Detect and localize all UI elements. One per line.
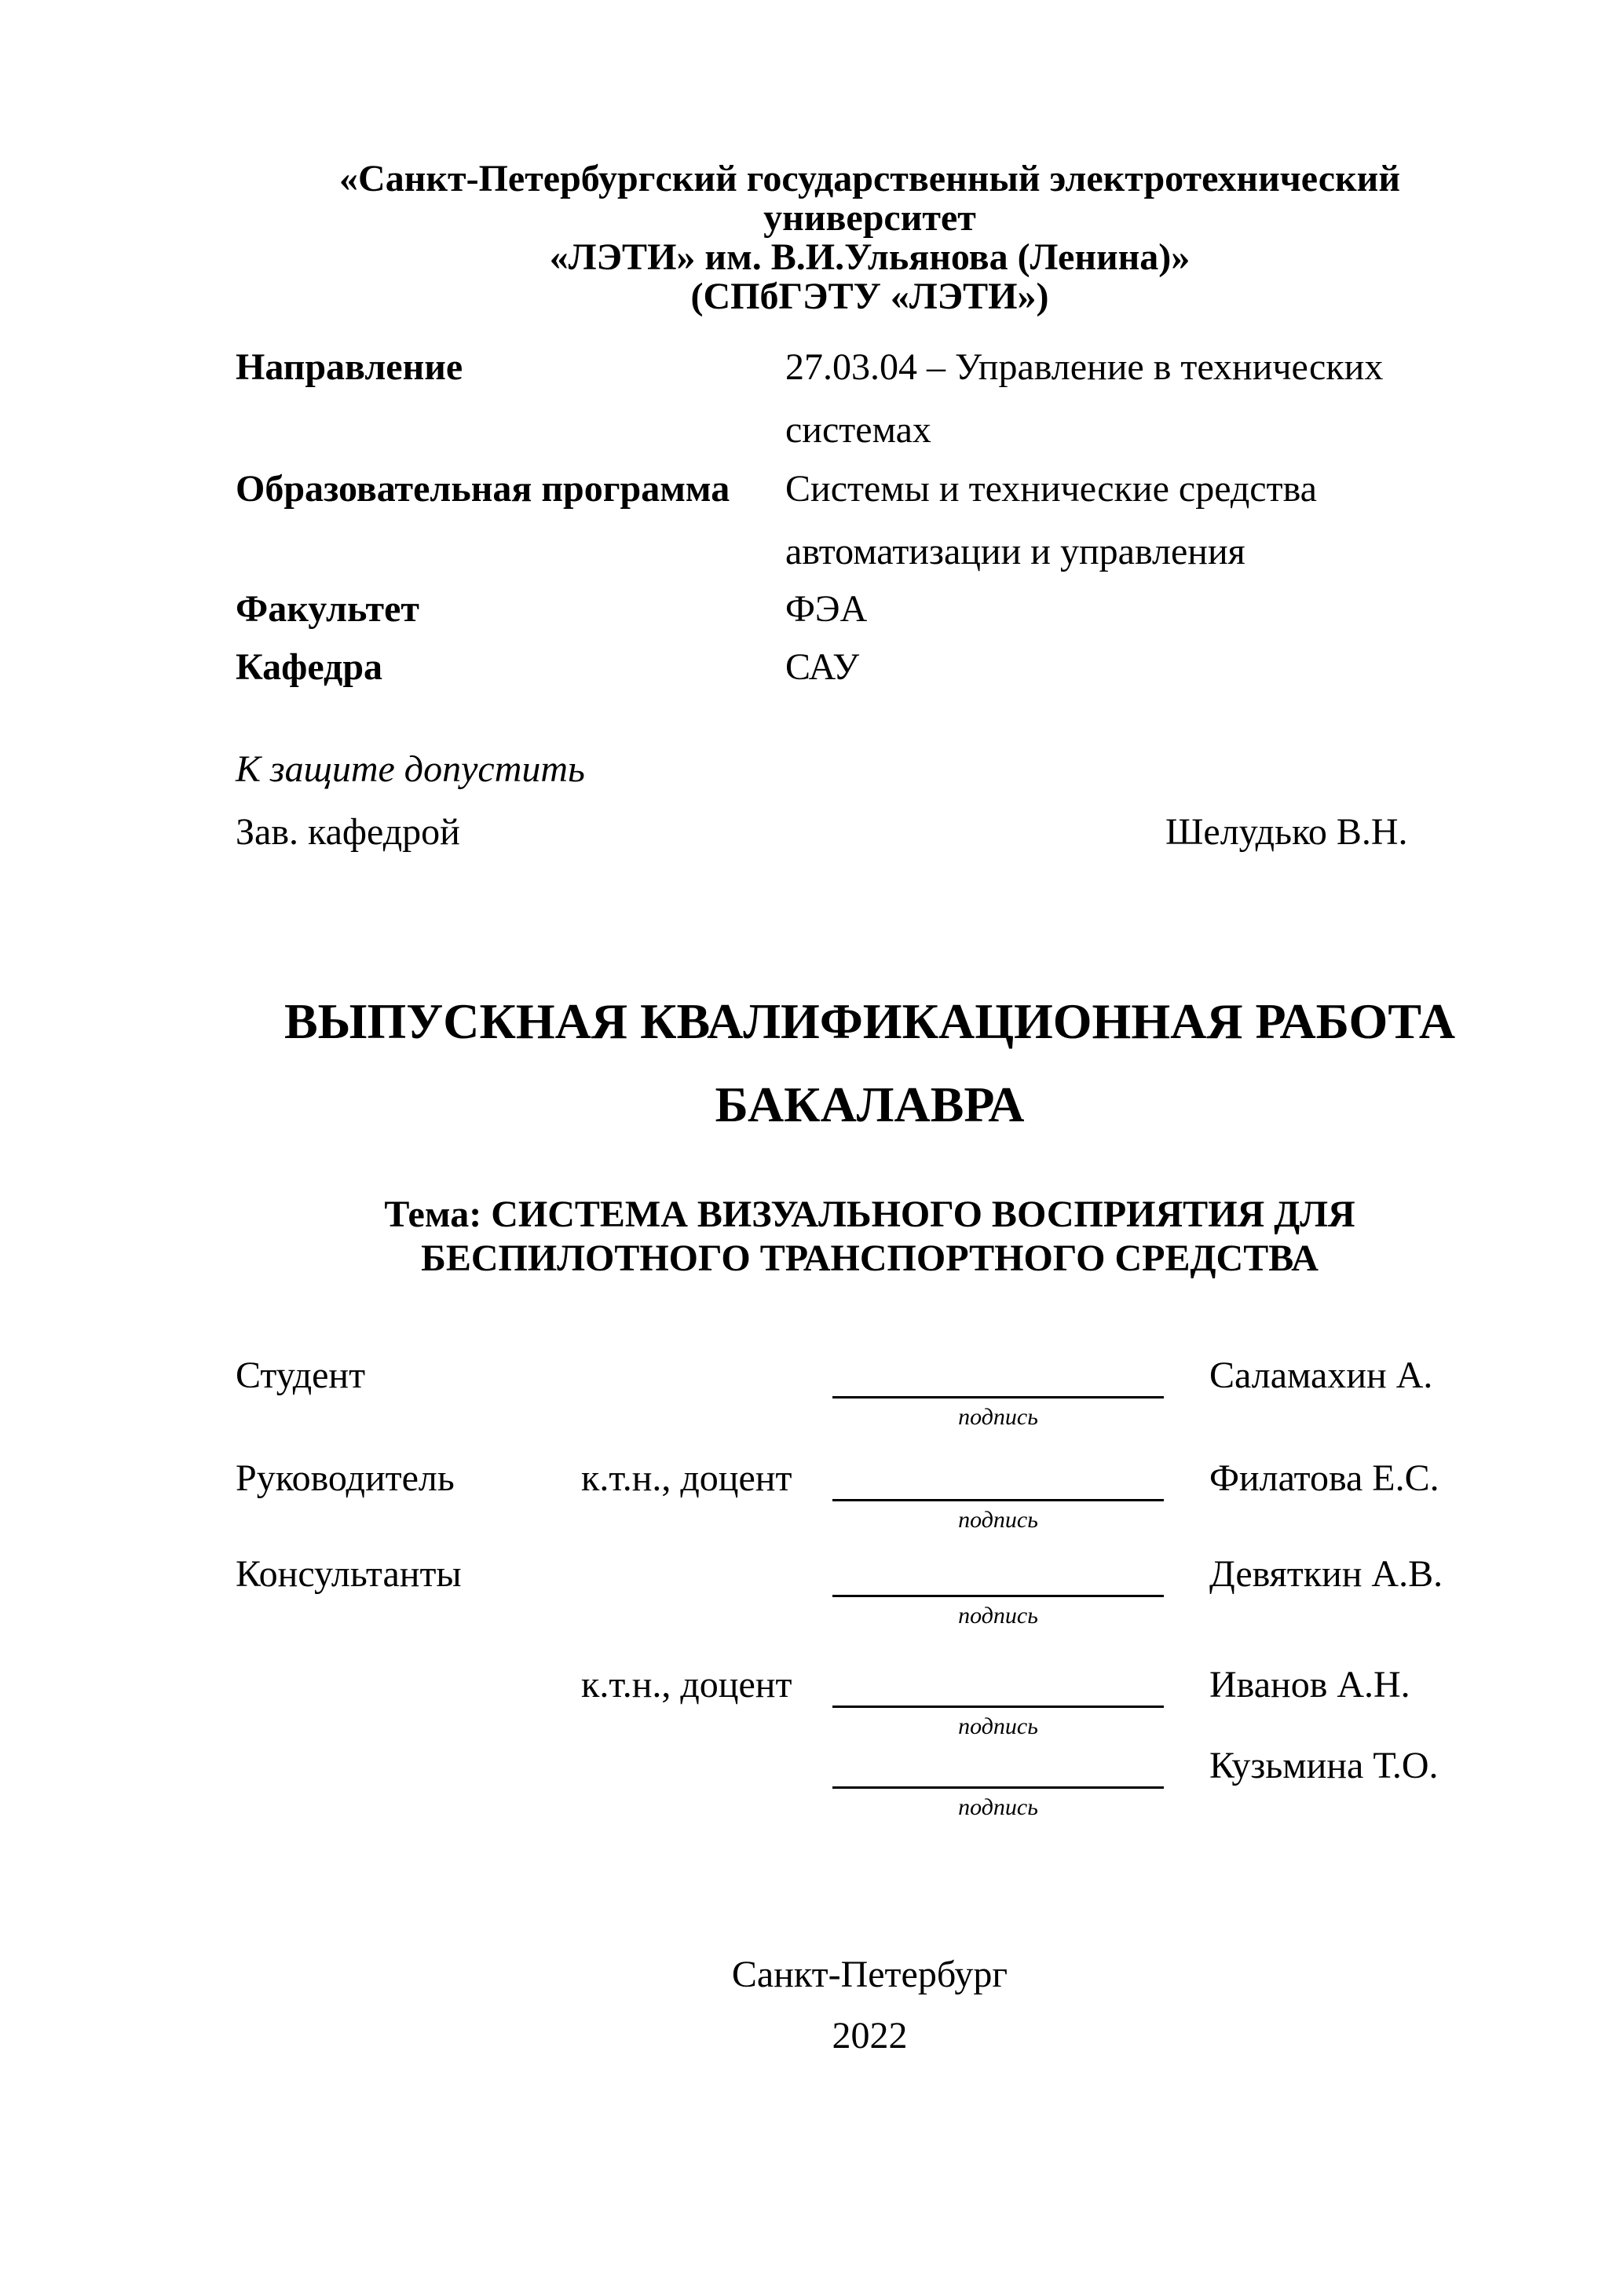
consultant-3-signature-line	[832, 1786, 1164, 1789]
consultant-1-name: Девяткин А.В.	[1209, 1553, 1443, 1595]
direction-value	[785, 336, 1383, 462]
signature-row-consultant-1	[0, 1553, 1624, 1642]
university-name-line-1: «Санкт-Петербургский государственный электротехнический университет	[339, 158, 1400, 239]
faculty-label: Факультет	[236, 588, 419, 630]
signature-row-consultant-2	[0, 1666, 1624, 1753]
consultant-2-signature-caption: подпись	[958, 1713, 1038, 1739]
admission-permit-line: К защите допустить	[236, 748, 585, 790]
student-name: Саламахин А.	[1209, 1355, 1433, 1396]
signature-row-consultant-3	[0, 1747, 1624, 1834]
consultant-2-name: Иванов А.Н.	[1209, 1664, 1410, 1706]
university-abbreviation: (СПбГЭТУ «ЛЭТИ»)	[690, 276, 1049, 317]
consultant-1-signature-caption: подпись	[958, 1603, 1038, 1629]
consultant-2-qualification: к.т.н., доцент	[581, 1664, 792, 1706]
work-theme	[232, 1193, 1508, 1281]
work-theme-line-2: БЕСПИЛОТНОГО ТРАНСПОРТНОГО СРЕДСТВА	[421, 1238, 1319, 1279]
student-signature-caption: подпись	[958, 1404, 1038, 1430]
consultant-3-signature-caption: подпись	[958, 1794, 1038, 1820]
signature-row-supervisor	[0, 1457, 1624, 1546]
supervisor-role-label: Руководитель	[236, 1457, 455, 1499]
student-signature-line	[832, 1396, 1164, 1398]
program-label: Образовательная программа	[236, 468, 730, 510]
faculty-value: ФЭА	[785, 588, 868, 630]
footer-city: Санкт-Петербург	[731, 1954, 1008, 1995]
supervisor-qualification: к.т.н., доцент	[581, 1457, 792, 1499]
supervisor-signature-caption: подпись	[958, 1507, 1038, 1533]
department-label: Кафедра	[236, 646, 383, 688]
consultants-role-label: Консультанты	[236, 1553, 462, 1595]
supervisor-signature-line	[832, 1499, 1164, 1501]
department-value: САУ	[785, 646, 860, 688]
direction-value-line-2: системах	[785, 409, 931, 451]
university-name-line-2: «ЛЭТИ» им. В.И.Ульянова (Ленина)»	[549, 236, 1191, 278]
program-value-line-2: автоматизации и управления	[785, 531, 1245, 572]
consultant-1-signature-line	[832, 1595, 1164, 1597]
work-title-line-2: БАКАЛАВРА	[715, 1077, 1025, 1132]
footer	[232, 1944, 1508, 2067]
work-theme-line-1: Тема: СИСТЕМА ВИЗУАЛЬНОГО ВОСПРИЯТИЯ ДЛЯ	[384, 1194, 1355, 1235]
university-header	[232, 159, 1508, 316]
program-value-line-1: Системы и технические средства	[785, 468, 1317, 510]
work-title	[232, 980, 1508, 1146]
department-head-label: Зав. кафедрой	[236, 811, 460, 853]
consultant-2-signature-line	[832, 1706, 1164, 1708]
work-title-line-1: ВЫПУСКНАЯ КВАЛИФИКАЦИОННАЯ РАБОТА	[283, 993, 1456, 1049]
supervisor-name: Филатова Е.С.	[1209, 1457, 1439, 1499]
student-role-label: Студент	[236, 1355, 366, 1396]
admission-row	[0, 801, 1624, 872]
signature-row-student	[0, 1357, 1624, 1443]
consultant-3-name: Кузьмина Т.О.	[1209, 1745, 1439, 1786]
direction-label: Направление	[236, 346, 463, 388]
department-head-name: Шелудько В.Н.	[1165, 811, 1408, 853]
footer-year: 2022	[832, 2015, 908, 2057]
direction-value-line-1: 27.03.04 – Управление в технических	[785, 346, 1384, 388]
program-value	[785, 458, 1317, 583]
